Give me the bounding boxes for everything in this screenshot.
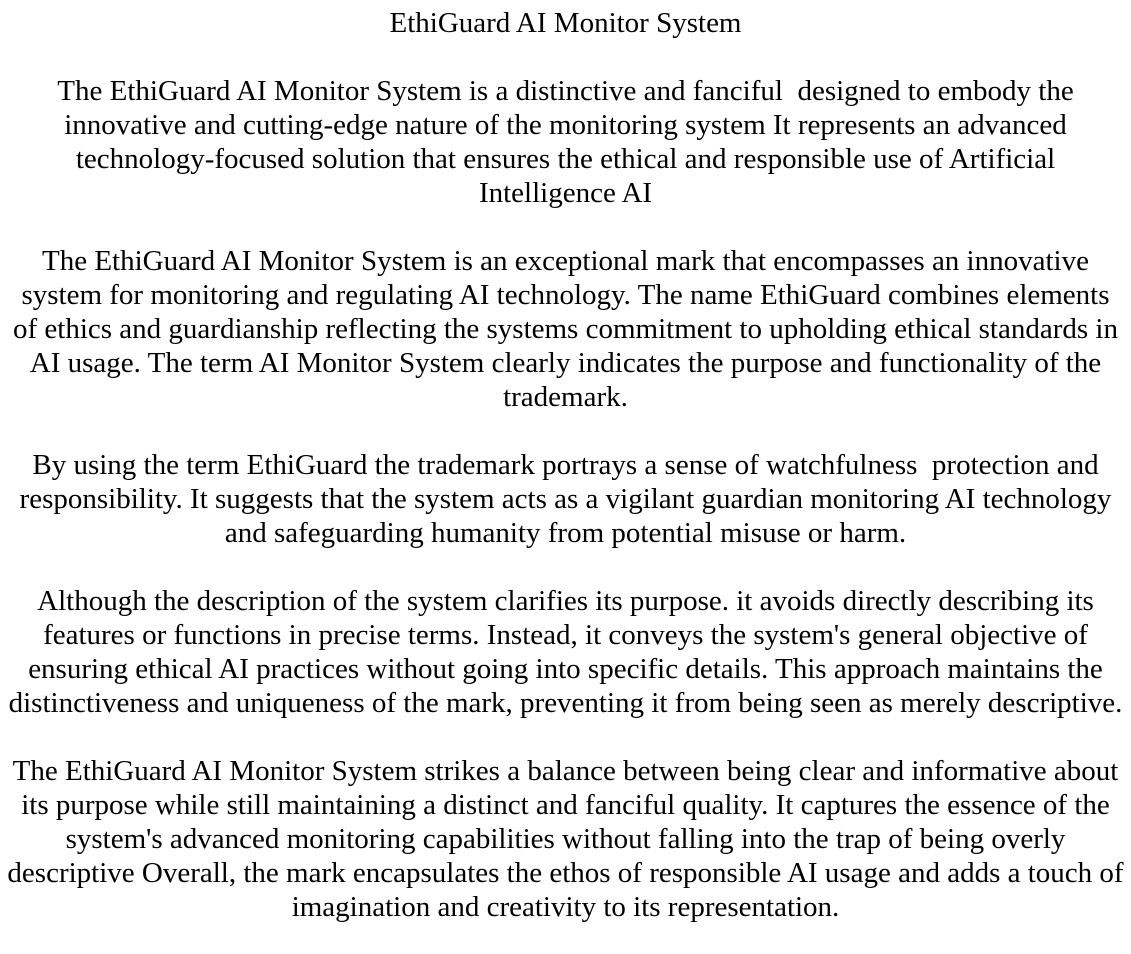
paragraph-4: Although the description of the system clarifies its purpose. it avoids directly describing its features or functions in precise terms. Instead, it conveys the system's general objective of ensuring ethical AI practices without going into specific details. This approach maintains the distinctiveness and uniqueness of the mark, preventing it from being seen as merely descriptive. xyxy=(8,585,1123,719)
paragraph-5: The EthiGuard AI Monitor System strikes a balance between being clear and informative about its purpose while still maintaining a distinct and fanciful quality. It captures the essence of the system's advanced monitoring capabilities without falling into the trap of being overly descriptive Overall, the mark encapsulates the ethos of responsible AI usage and adds a touch of imagination and creativity to its representation. xyxy=(7,755,1131,923)
paragraph-2: The EthiGuard AI Monitor System is an exceptional mark that encompasses an innovative system for monitoring and regulating AI technology. The name EthiGuard combines elements of ethics and guardianship reflecting the systems commitment to upholding ethical standards in AI usage. The term AI Monitor System clearly indicates the purpose and functionality of the trademark. xyxy=(13,245,1124,413)
paragraph-3: By using the term EthiGuard the trademark portrays a sense of watchfulness protection and responsibility. It suggests that the system acts as a vigilant guardian monitoring AI technology and safeguarding humanity from potential misuse or harm. xyxy=(19,449,1119,549)
document-title: EthiGuard AI Monitor System xyxy=(389,7,742,39)
paragraph-1: The EthiGuard AI Monitor System is a distinctive and fanciful designed to embody the innovative and cutting-edge nature of the monitoring system It represents an advanced technology-focused solution that ensures the ethical and responsible use of Artificial Intelligence AI xyxy=(57,75,1081,209)
